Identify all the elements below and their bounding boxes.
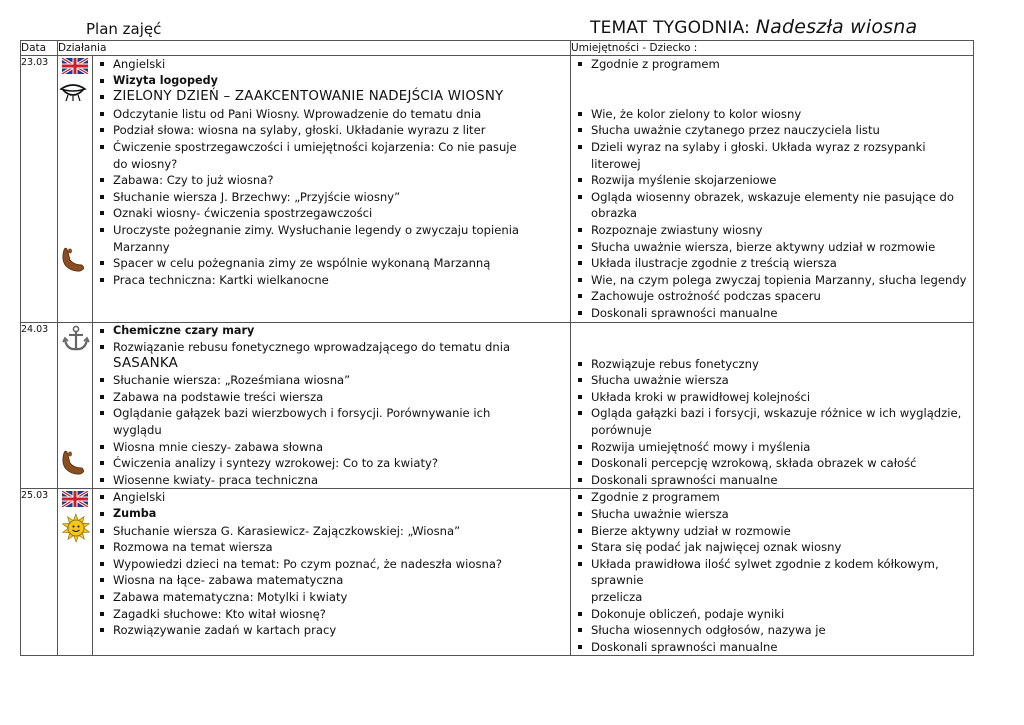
plan-title: Plan zajęć bbox=[86, 20, 162, 38]
skill-item: Bierze aktywny udział w rozmowie bbox=[571, 523, 973, 540]
day-icons bbox=[58, 56, 93, 323]
skill-item: Stara się podać jak najwięcej oznak wiosny bbox=[571, 539, 973, 556]
activity-item: Wiosna mnie cieszy- zabawa słowna bbox=[93, 439, 570, 456]
day-row bbox=[21, 56, 974, 323]
skill-item: Ogląda wiosenny obrazek, wskazuje elementy nie pasujące do obrazka bbox=[571, 189, 973, 222]
activity-item: Marzanny bbox=[113, 239, 170, 254]
footprint-icon bbox=[58, 244, 88, 274]
activity-item: Podział słowa: wiosna na sylaby, głoski. Układanie wyrazu z liter bbox=[93, 122, 570, 139]
day-activities bbox=[93, 489, 571, 656]
uk-flag-icon bbox=[62, 491, 88, 507]
activity-item: Chemiczne czary mary bbox=[93, 323, 570, 340]
activity-item: Słuchanie wiersza G. Karasiewicz- Zajączkowskiej: „Wiosna” bbox=[93, 523, 570, 540]
activity-item: Spacer w celu pożegnania zimy ze wspólnie wykonaną Marzanną bbox=[93, 255, 570, 272]
activity-item: wyglądu bbox=[113, 423, 162, 438]
day-row bbox=[21, 489, 974, 656]
activity-item: Zabawa matematyczna: Motylki i kwiaty bbox=[93, 589, 570, 606]
skill-item bbox=[571, 339, 973, 356]
skill-item: Dokonuje obliczeń, podaje wyniki bbox=[571, 606, 973, 623]
activity-item: Angielski bbox=[93, 56, 570, 73]
skill-item: Doskonali sprawności manualne bbox=[571, 305, 973, 322]
skill-item: Doskonali sprawności manualne bbox=[571, 639, 973, 656]
skills-list bbox=[571, 489, 973, 655]
activity-item: Praca techniczna: Kartki wielkanocne bbox=[93, 272, 570, 289]
skills-list bbox=[571, 56, 973, 322]
activity-item: Zagadki słuchowe: Kto witał wiosnę? bbox=[93, 606, 570, 623]
day-activities bbox=[93, 322, 571, 489]
activity-item: Angielski bbox=[93, 489, 570, 506]
skill-item: Zgodnie z programem bbox=[571, 489, 973, 506]
activity-item: Oglądanie gałązek bazi wierzbowych i forsycji. Porównywanie ich bbox=[93, 405, 570, 422]
table-header-row bbox=[21, 41, 974, 56]
activity-item: Słuchanie wiersza J. Brzechwy: „Przyjście wiosny” bbox=[93, 189, 570, 206]
activity-item: Ćwiczenie spostrzegawczości i umiejętności kojarzenia: Co nie pasuje bbox=[93, 139, 570, 156]
skill-item: przelicza bbox=[591, 590, 643, 604]
skill-item: Słucha uważnie wiersza bbox=[571, 372, 973, 389]
day-date: 25.03 bbox=[21, 489, 58, 656]
skill-item bbox=[571, 323, 973, 340]
day-skills bbox=[571, 489, 974, 656]
plan-table bbox=[20, 40, 974, 656]
activity-item: Wypowiedzi dzieci na temat: Po czym poznać, że nadeszła wiosna? bbox=[93, 556, 570, 573]
day-icons bbox=[58, 322, 93, 489]
skill-item bbox=[571, 73, 973, 90]
skill-item: Rozwiązuje rebus fonetyczny bbox=[571, 356, 973, 373]
activities-list bbox=[93, 489, 570, 638]
activity-item: Zumba bbox=[93, 506, 570, 523]
activity-item: Zabawa: Czy to już wiosna? bbox=[93, 172, 570, 189]
skill-item: Słucha uważnie wiersza, bierze aktywny udział w rozmowie bbox=[571, 239, 973, 256]
activity-item: Oznaki wiosny- ćwiczenia spostrzegawczości bbox=[93, 205, 570, 222]
skill-item: Układa ilustracje zgodnie z treścią wiersza bbox=[571, 255, 973, 272]
activity-item: do wiosny? bbox=[113, 156, 178, 171]
activity-item: Wiosenne kwiaty- praca techniczna bbox=[93, 472, 570, 489]
skill-item: Zachowuje ostrożność podczas spaceru bbox=[571, 288, 973, 305]
skill-item: porównuje bbox=[591, 423, 652, 438]
skill-item: Układa prawidłowa ilość sylwet zgodnie z kodem kółkowym, sprawnie bbox=[571, 556, 973, 589]
skill-item: Rozpoznaje zwiastuny wiosny bbox=[571, 222, 973, 239]
activity-item: Wizyta logopedy bbox=[93, 73, 570, 90]
footprint-icon bbox=[58, 447, 88, 477]
skill-item bbox=[571, 89, 973, 106]
day-skills bbox=[571, 56, 974, 323]
skills-list bbox=[571, 323, 973, 489]
anchor-icon bbox=[61, 325, 91, 353]
skill-item: Dzieli wyraz na sylaby i głoski. Układa wyraz z rozsypanki literowej bbox=[571, 139, 973, 172]
activity-item: Zabawa na podstawie treści wiersza bbox=[93, 389, 570, 406]
speech-lips-icon bbox=[58, 80, 88, 102]
skill-item: Wie, na czym polega zwyczaj topienia Marzanny, słucha legendy bbox=[571, 272, 973, 289]
skill-item: Układa kroki w prawidłowej kolejności bbox=[571, 389, 973, 406]
activity-item: ZIELONY DZIEŃ – ZAAKCENTOWANIE NADEJŚCIA WIOSNY bbox=[93, 89, 570, 106]
activity-item: Ćwiczenia analizy i syntezy wzrokowej: Co to za kwiaty? bbox=[93, 455, 570, 472]
day-date: 24.03 bbox=[21, 322, 58, 489]
skill-item: Słucha uważnie wiersza bbox=[571, 506, 973, 523]
header-activities: Działania bbox=[58, 41, 571, 56]
header-date: Data bbox=[21, 41, 58, 56]
activity-item: Rozwiązywanie zadań w kartach pracy bbox=[93, 622, 570, 639]
activity-item: Rozmowa na temat wiersza bbox=[93, 539, 570, 556]
skill-item: Ogląda gałązki bazi i forsycji, wskazuje różnice w ich wyglądzie, bbox=[571, 405, 973, 422]
header-skills: Umiejętności - Dziecko : bbox=[571, 41, 974, 56]
activity-item: Wiosna na łące- zabawa matematyczna bbox=[93, 572, 570, 589]
skill-item: Wie, że kolor zielony to kolor wiosny bbox=[571, 106, 973, 123]
skill-item: Doskonali percepcję wzrokową, składa obrazek w całość bbox=[571, 455, 973, 472]
activity-item: Słuchanie wiersza: „Roześmiana wiosna” bbox=[93, 372, 570, 389]
skill-item: Doskonali sprawności manualne bbox=[571, 472, 973, 489]
skill-item: Słucha uważnie czytanego przez nauczyciela listu bbox=[571, 122, 973, 139]
day-activities bbox=[93, 56, 571, 323]
sun-face-icon bbox=[61, 513, 91, 543]
activity-item: Uroczyste pożegnanie zimy. Wysłuchanie legendy o zwyczaju topienia bbox=[93, 222, 570, 239]
day-date: 23.03 bbox=[21, 56, 58, 323]
skill-item: Rozwija umiejętność mowy i myślenia bbox=[571, 439, 973, 456]
uk-flag-icon bbox=[62, 58, 88, 74]
day-icons bbox=[58, 489, 93, 656]
activity-item: Odczytanie listu od Pani Wiosny. Wprowadzenie do tematu dnia bbox=[93, 106, 570, 123]
skill-item: Rozwija myślenie skojarzeniowe bbox=[571, 172, 973, 189]
week-theme-label: TEMAT TYGODNIA: bbox=[590, 18, 751, 38]
activity-item: SASANKA bbox=[113, 355, 178, 371]
week-theme-name: Nadeszła wiosna bbox=[755, 16, 918, 38]
activities-list bbox=[93, 56, 570, 288]
activity-item: Rozwiązanie rebusu fonetycznego wprowadzającego do tematu dnia bbox=[93, 339, 570, 356]
day-skills bbox=[571, 322, 974, 489]
day-row bbox=[21, 322, 974, 489]
skill-item: Zgodnie z programem bbox=[571, 56, 973, 73]
skill-item: Słucha wiosennych odgłosów, nazywa je bbox=[571, 622, 973, 639]
activities-list bbox=[93, 323, 570, 489]
week-theme bbox=[590, 16, 917, 38]
